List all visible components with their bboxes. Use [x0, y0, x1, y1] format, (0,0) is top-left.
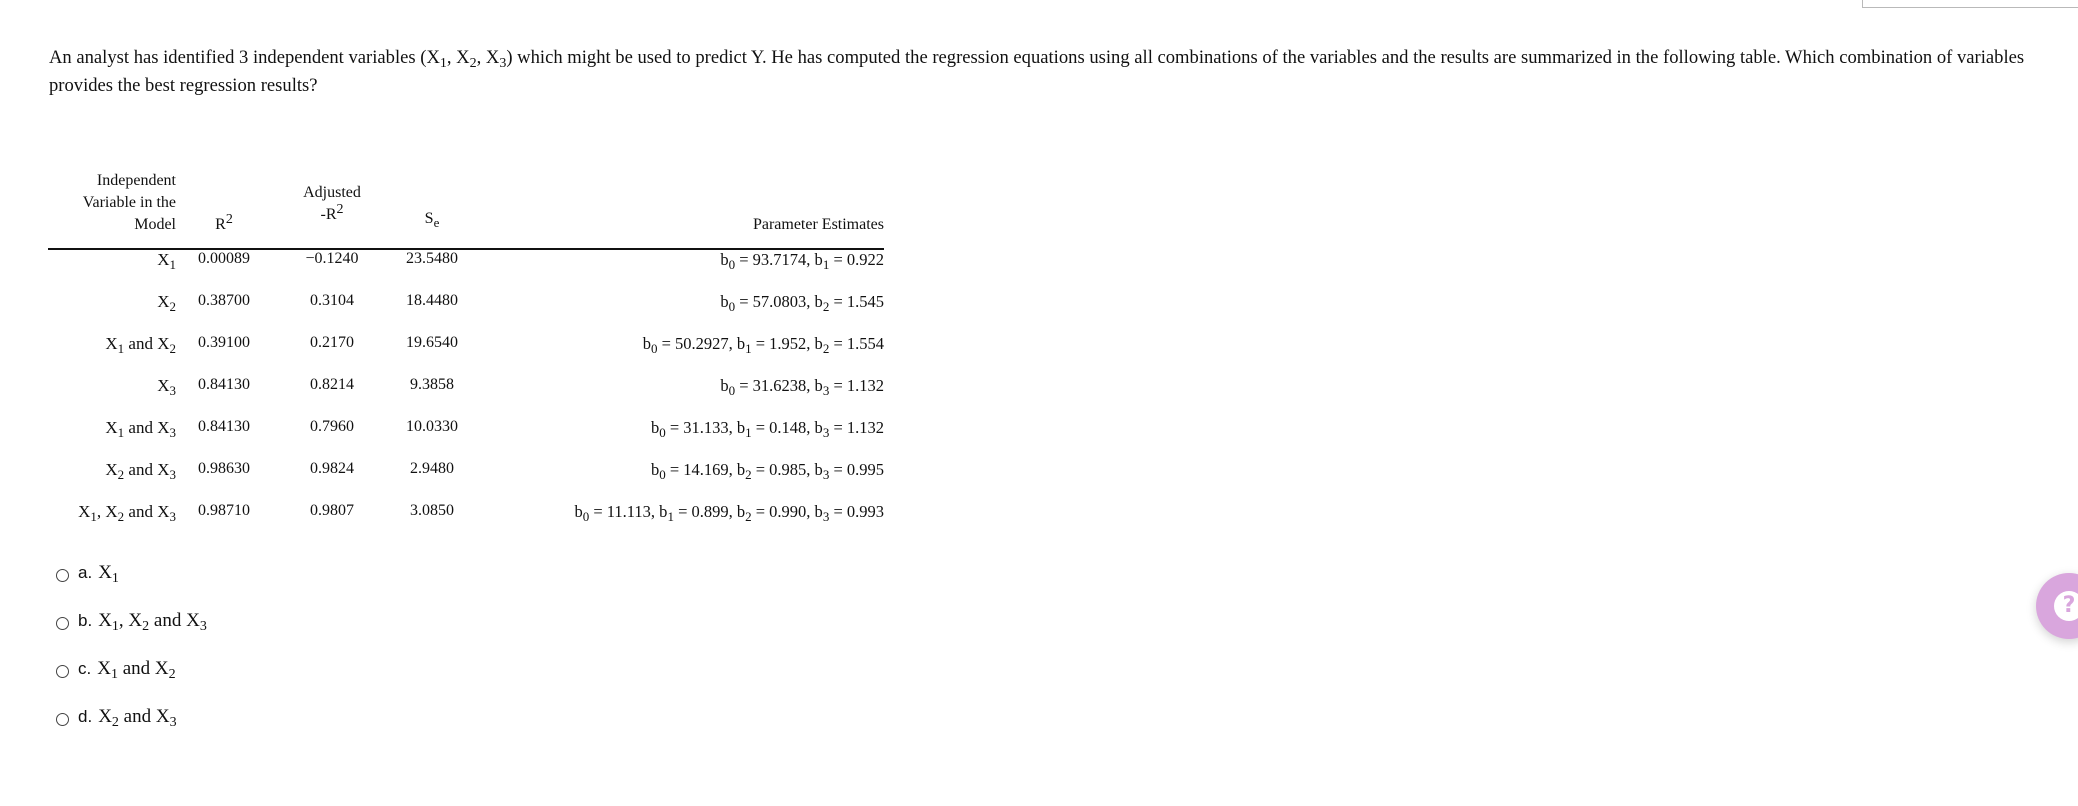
radio-button[interactable]	[56, 617, 69, 630]
answer-option[interactable]	[56, 658, 176, 680]
option-label	[97, 658, 175, 680]
option-label	[98, 706, 176, 728]
subscript: 3	[822, 383, 830, 398]
text-part: X	[105, 460, 118, 479]
cell-adjusted-r-squared: 0.9824	[310, 460, 354, 477]
subscript: 3	[822, 467, 830, 482]
cell-variables	[48, 460, 176, 502]
subscript: 1	[822, 257, 830, 272]
cell-standard-error: 23.5480	[406, 250, 458, 267]
help-button[interactable]	[2036, 573, 2078, 639]
text-part: = 0.995	[829, 460, 884, 479]
option-letter: d.	[78, 707, 93, 726]
question-text	[49, 44, 2059, 100]
cell-variables	[48, 502, 176, 544]
text-part: and X	[124, 418, 170, 437]
text-part: X	[98, 706, 112, 727]
subscript: 0	[728, 383, 736, 398]
text-part: X	[157, 250, 170, 269]
header-text: R	[215, 216, 226, 233]
cell-standard-error: 2.9480	[410, 460, 454, 477]
cell-adjusted-r-squared: 0.9807	[310, 502, 354, 519]
text-part: = 0.148, b	[751, 418, 823, 437]
header-independent-variable	[48, 170, 176, 249]
text-part: X	[157, 376, 170, 395]
cell-r-squared: 0.98630	[198, 460, 250, 477]
cell-parameter-estimates	[472, 249, 884, 292]
cell-r-squared: 0.00089	[198, 250, 250, 267]
subscript: 0	[728, 299, 736, 314]
text-part: = 1.952, b	[751, 334, 823, 353]
text-part: = 31.133, b	[665, 418, 746, 437]
text-part: and X	[118, 706, 170, 727]
question-mark-icon: ?	[2054, 591, 2078, 621]
text-part: = 11.113, b	[589, 502, 668, 521]
regression-results-table	[48, 170, 884, 544]
text-part: and X	[124, 502, 170, 521]
cell-standard-error: 19.6540	[406, 334, 458, 351]
radio-button[interactable]	[56, 665, 69, 678]
subscript: 1	[117, 341, 125, 356]
text-part: and X	[124, 334, 170, 353]
cell-variables	[48, 334, 176, 376]
subscript: 2	[169, 341, 176, 356]
text-part: = 0.993	[829, 502, 884, 521]
cell-parameter-estimates	[472, 460, 884, 502]
subscript: 0	[582, 509, 590, 524]
cell-parameter-estimates	[472, 334, 884, 376]
text-part: = 0.990, b	[751, 502, 823, 521]
subscript: 2	[117, 467, 125, 482]
header-line: Model	[134, 216, 176, 233]
text-part: , X	[96, 502, 118, 521]
cell-r-squared: 0.84130	[198, 376, 250, 393]
text-part: and X	[117, 658, 169, 679]
subscript: 2	[822, 341, 830, 356]
subscript: 1	[745, 341, 752, 356]
text-part: = 1.545	[829, 292, 884, 311]
table-row	[48, 502, 884, 544]
subscript: 1	[90, 509, 97, 524]
header-line: Adjusted	[303, 184, 361, 201]
text-part: b	[650, 460, 660, 479]
cell-r-squared: 0.38700	[198, 292, 250, 309]
cell-r-squared: 0.39100	[198, 334, 250, 351]
question-text-part: , X	[476, 47, 500, 68]
subscript: 3	[169, 509, 176, 524]
subscript: 1	[111, 571, 119, 586]
cell-variables	[48, 292, 176, 334]
subscript: 3	[169, 467, 176, 482]
option-label	[98, 610, 207, 632]
cell-variables	[48, 249, 176, 292]
cell-adjusted-r-squared: 0.8214	[310, 376, 354, 393]
subscript: 1	[745, 425, 752, 440]
header-r-squared	[176, 170, 272, 249]
text-part: = 50.2927, b	[657, 334, 746, 353]
subscript: 1	[110, 667, 118, 682]
text-part: and X	[124, 460, 170, 479]
question-text-part: ) which might be used to predict Y. He has computed the regression equations using all combinations of the variables and the results are summarized in the following table. Which combination of variables provides the best regression results?	[49, 47, 2025, 96]
subscript: 1	[117, 425, 125, 440]
text-part: and X	[149, 610, 200, 631]
subscript: 3	[169, 383, 176, 398]
cell-adjusted-r-squared: 0.2170	[310, 334, 354, 351]
subscript: 3	[822, 509, 830, 524]
text-part: X	[97, 658, 111, 679]
text-part: X	[105, 418, 118, 437]
text-part: = 14.169, b	[665, 460, 746, 479]
subscript: 3	[169, 425, 176, 440]
subscript: 1	[667, 509, 674, 524]
top-right-panel-edge	[1862, 0, 2078, 8]
subscript: 2	[117, 509, 125, 524]
header-line: Variable in the	[82, 194, 176, 211]
option-letter: c.	[78, 659, 92, 678]
cell-standard-error: 18.4480	[406, 292, 458, 309]
subscript: 0	[659, 467, 666, 482]
subscript: 2	[169, 299, 176, 314]
subscript: 2	[822, 299, 830, 314]
answer-option[interactable]	[56, 706, 177, 728]
text-part: = 1.132	[829, 376, 884, 395]
header-text: -R	[320, 206, 337, 223]
text-part: X	[98, 610, 112, 631]
cell-adjusted-r-squared: 0.3104	[310, 292, 354, 309]
table-header-row	[48, 170, 884, 249]
cell-parameter-estimates	[472, 502, 884, 544]
text-part: = 93.7174, b	[735, 250, 823, 269]
cell-adjusted-r-squared: −0.1240	[305, 250, 359, 267]
text-part: = 0.985, b	[751, 460, 823, 479]
cell-variables	[48, 418, 176, 460]
header-standard-error	[392, 170, 472, 249]
question-text-part: An analyst has identified 3 independent variables (X	[49, 47, 440, 68]
cell-standard-error: 10.0330	[406, 418, 458, 435]
text-part: X	[157, 292, 170, 311]
subscript: e	[433, 215, 440, 230]
subscript: 2	[168, 667, 176, 682]
cell-parameter-estimates	[472, 292, 884, 334]
table-row	[48, 292, 884, 334]
cell-adjusted-r-squared: 0.7960	[310, 418, 354, 435]
text-part: = 57.0803, b	[735, 292, 823, 311]
text-part: b	[720, 376, 729, 395]
subscript: 3	[199, 619, 207, 634]
subscript: 1	[439, 56, 447, 71]
radio-button[interactable]	[56, 713, 69, 726]
cell-variables	[48, 376, 176, 418]
superscript: 2	[336, 202, 344, 217]
cell-parameter-estimates	[472, 418, 884, 460]
answer-option[interactable]	[56, 562, 119, 584]
radio-button[interactable]	[56, 569, 69, 582]
table-row	[48, 334, 884, 376]
subscript: 0	[728, 257, 736, 272]
header-line: Independent	[96, 172, 176, 189]
subscript: 1	[111, 619, 119, 634]
question-text-part: , X	[446, 47, 470, 68]
subscript: 3	[169, 715, 177, 730]
subscript: 2	[111, 715, 119, 730]
text-part: X	[98, 562, 112, 583]
subscript: 2	[745, 467, 752, 482]
cell-r-squared: 0.98710	[198, 502, 250, 519]
subscript: 0	[659, 425, 666, 440]
subscript: 2	[142, 619, 150, 634]
table-row	[48, 460, 884, 502]
text-part: = 1.554	[829, 334, 884, 353]
subscript: 1	[169, 257, 176, 272]
header-text: S	[424, 210, 434, 227]
text-part: b	[650, 418, 660, 437]
subscript: 3	[499, 56, 507, 71]
cell-r-squared: 0.84130	[198, 418, 250, 435]
text-part: b	[574, 502, 583, 521]
subscript: 2	[469, 56, 477, 71]
table-row	[48, 376, 884, 418]
text-part: b	[720, 250, 729, 269]
header-parameter-estimates	[472, 170, 884, 249]
cell-standard-error: 9.3858	[410, 376, 454, 393]
superscript: 2	[225, 212, 233, 227]
table-row	[48, 418, 884, 460]
text-part: = 0.899, b	[673, 502, 746, 521]
cell-parameter-estimates	[472, 376, 884, 418]
text-part: = 0.922	[829, 250, 884, 269]
option-letter: a.	[78, 563, 93, 582]
text-part: X	[105, 334, 118, 353]
text-part: b	[720, 292, 729, 311]
text-part: = 31.6238, b	[735, 376, 823, 395]
header-text: Parameter Estimates	[752, 216, 884, 233]
option-label	[98, 562, 119, 584]
text-part: b	[642, 334, 651, 353]
text-part: X	[78, 502, 91, 521]
text-part: = 1.132	[829, 418, 884, 437]
answer-option[interactable]	[56, 610, 207, 632]
text-part: , X	[118, 610, 143, 631]
header-adjusted-r-squared	[272, 170, 392, 249]
subscript: 3	[822, 425, 830, 440]
subscript: 0	[650, 341, 658, 356]
subscript: 2	[745, 509, 752, 524]
option-letter: b.	[78, 611, 93, 630]
cell-standard-error: 3.0850	[410, 502, 454, 519]
table-row	[48, 249, 884, 292]
